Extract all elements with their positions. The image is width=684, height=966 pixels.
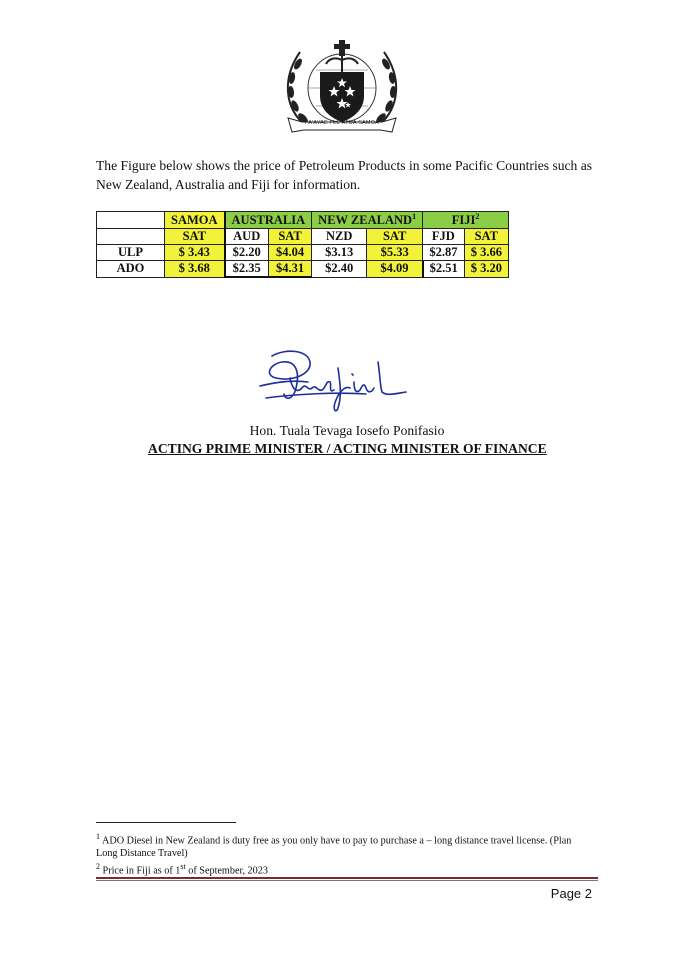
price-cell: $5.33 — [367, 245, 423, 261]
handwritten-signature — [246, 348, 416, 418]
currency-cell: AUD — [225, 229, 269, 245]
country-samoa: SAMOA — [165, 212, 225, 229]
price-cell: $2.40 — [312, 261, 367, 278]
currency-cell: SAT — [165, 229, 225, 245]
price-cell: $3.13 — [312, 245, 367, 261]
row-label: ADO — [97, 261, 165, 278]
corner-cell — [97, 212, 165, 229]
footnotes — [96, 830, 586, 878]
page-number: Page 2 — [550, 886, 592, 901]
footer-rule-thin — [96, 880, 598, 881]
country-australia: AUSTRALIA — [225, 212, 312, 229]
crest-motto: FA'AVAE I LE ATUA SAMOA — [304, 120, 380, 126]
country-fiji: FIJI$^2$ — [423, 212, 509, 229]
currency-cell: SAT — [268, 229, 311, 245]
price-cell: $4.09 — [367, 261, 423, 278]
currency-cell: NZD — [312, 229, 367, 245]
table-row — [97, 261, 509, 278]
price-cell: $ 3.43 — [165, 245, 225, 261]
country-new-zealand: NEW ZEALAND$^1$ — [312, 212, 423, 229]
footnote-mark: 2 — [475, 212, 480, 221]
corner-cell — [97, 229, 165, 245]
currency-cell: FJD — [423, 229, 465, 245]
price-cell: $ 3.68 — [165, 261, 225, 278]
signatory-title: ACTING PRIME MINISTER / ACTING MINISTER OF FINANCE — [148, 441, 547, 456]
country-header-row — [97, 212, 509, 229]
currency-row — [97, 229, 509, 245]
price-cell: $2.35 — [225, 261, 269, 278]
signatory-name: Hon. Tuala Tevaga Iosefo Ponifasio — [249, 423, 445, 438]
table-row — [97, 245, 509, 261]
row-label: ULP — [97, 245, 165, 261]
price-cell: $2.51 — [423, 261, 465, 278]
intro-paragraph: The Figure below shows the price of Petroleum Products in some Pacific Countries such as New Zealand, Australia and Fiji for information. — [96, 158, 593, 192]
price-cell: $2.20 — [225, 245, 269, 261]
currency-cell: SAT — [367, 229, 423, 245]
footer-rule — [96, 877, 598, 879]
price-cell: $ 3.66 — [464, 245, 508, 261]
petroleum-price-table — [96, 211, 509, 278]
price-cell: $4.31 — [268, 261, 311, 278]
footnote-divider — [96, 822, 236, 823]
price-cell: $2.87 — [423, 245, 465, 261]
footnote-2: $^2$ Price in Fiji as of 1st of September, 2023 — [96, 862, 268, 877]
footnote-1: $^1$ ADO Diesel in New Zealand is duty free as you only have to pay to purchase a – long distance travel license. (Plan Long Distance Travel) — [96, 832, 572, 860]
price-cell: $ 3.20 — [464, 261, 508, 278]
currency-cell: SAT — [464, 229, 508, 245]
footnote-mark: 1 — [412, 212, 417, 221]
price-cell: $4.04 — [268, 245, 311, 261]
